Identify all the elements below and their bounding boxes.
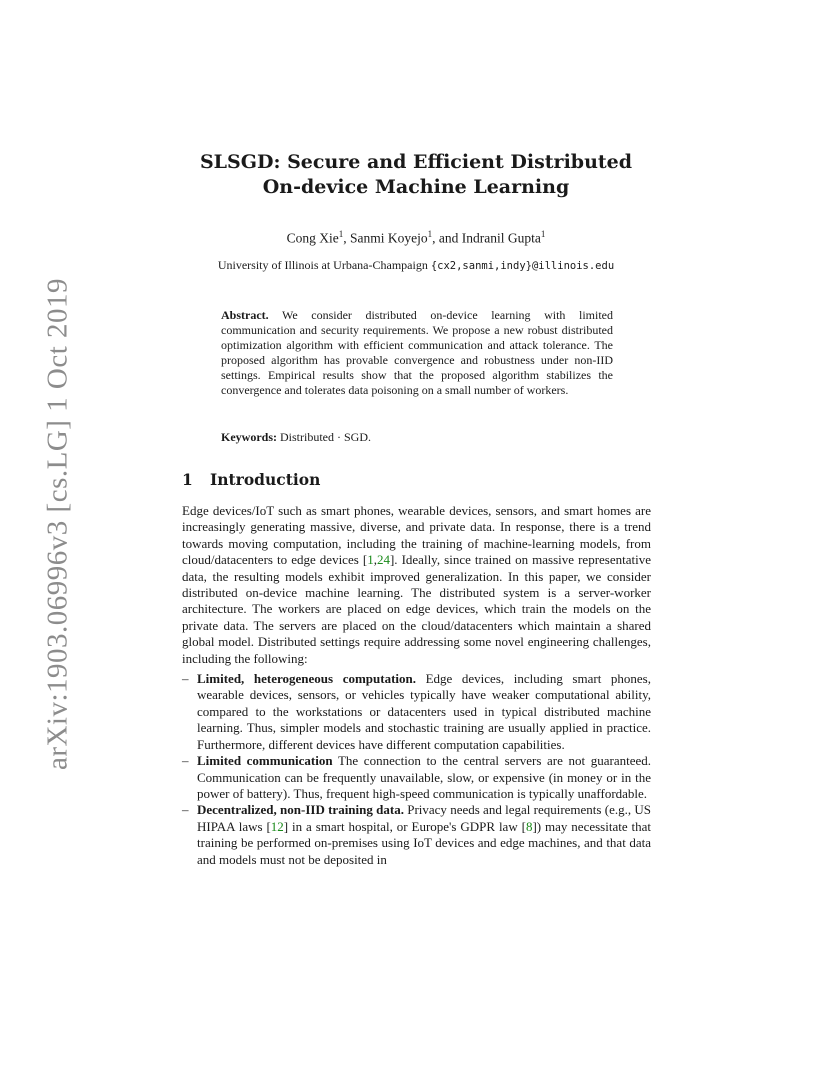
item-heading: Decentralized, non-IID training data. bbox=[197, 802, 404, 818]
paragraph-text: ]. Ideally, since trained on massive representative data, the resulting models exhibit improved generalization. In this paper, we consider distributed on-device machine learning. The distributed system is a server-worker architecture. The workers are placed on edge devices, which train the models on the private data. The servers are placed on the cloud/datacenters which maintain a shared global model. Distributed settings require addressing some novel engineering challenges, including the following: bbox=[182, 552, 651, 666]
abstract-text: We consider distributed on-device learning with limited communication and security requirements. We propose a new robust distributed optimization algorithm with efficient communication and attack tolerance. The proposed algorithm has provable convergence and robustness under non-IID settings. Empirical results show that the proposed algorithm stabilizes the convergence and tolerates data poisoning on a small number of workers. bbox=[221, 308, 613, 397]
author-emails: {cx2,sanmi,indy}@illinois.edu bbox=[430, 260, 615, 272]
item-text: ]) may necessitate that training be performed on-premises using IoT devices and edge machines, and that data and models must not be deposited in bbox=[197, 818, 651, 867]
citation-link[interactable]: 8 bbox=[525, 818, 533, 834]
title-line-1: SLSGD: Secure and Efficient Distributed bbox=[199, 151, 633, 173]
author-name: Indranil Gupta bbox=[461, 230, 541, 246]
keywords bbox=[221, 430, 613, 445]
section-heading bbox=[182, 470, 320, 489]
keywords-label: Keywords: bbox=[221, 430, 277, 444]
abstract-label: Abstract. bbox=[221, 308, 269, 322]
author-separator: , and bbox=[432, 230, 462, 246]
title-line-2: On-device Machine Learning bbox=[262, 176, 570, 198]
item-text: ] in a smart hospital, or Europe's GDPR law [ bbox=[283, 818, 526, 834]
paragraph-text: Edge devices/IoT such as smart phones, wearable devices, sensors, and smart homes are increasingly generating massive, diverse, and private data. In response, there is a trend towards moving computation, including the training of machine-learning models, from cloud/datacenters to edge devices [ bbox=[182, 503, 651, 568]
list-item bbox=[182, 753, 651, 802]
citation-link[interactable]: 12 bbox=[270, 818, 284, 834]
author-name: Cong Xie bbox=[286, 230, 339, 246]
list-dash: – bbox=[182, 753, 189, 769]
list-dash: – bbox=[182, 802, 189, 818]
item-text: The connection to the central servers are not guaranteed. Communication can be frequently unavailable, slow, or expensive (in money or in the power of battery). Thus, frequent high-speed communication is typically unaffordable. bbox=[197, 753, 652, 801]
author-affiliation-mark: 1 bbox=[540, 229, 546, 239]
item-heading: Limited, heterogeneous computation. bbox=[197, 671, 416, 687]
section-number: 1 bbox=[182, 470, 193, 489]
author-affiliation-mark: 1 bbox=[427, 229, 433, 239]
intro-paragraph bbox=[182, 503, 651, 667]
affiliation bbox=[120, 258, 712, 273]
citation-link[interactable]: 1 bbox=[367, 552, 374, 568]
list-item bbox=[182, 802, 651, 868]
author-separator: , bbox=[343, 230, 350, 246]
author-list bbox=[150, 229, 682, 247]
item-text: Edge devices, including smart phones, wearable devices, sensors, or vehicles typically have weaker computational ability, compared to the workstations or datacenters used in typical distributed machine learning. Thus, simpler models and stochastic training are usually applied in practice. Furthermore, different devices have different computation capabilities. bbox=[197, 671, 651, 752]
citation-link[interactable]: 24 bbox=[376, 552, 390, 568]
affiliation-text: University of Illinois at Urbana-Champaign bbox=[217, 258, 431, 272]
item-text: Privacy needs and legal requirements (e.g., US HIPAA laws [ bbox=[197, 802, 651, 834]
author-name: Sanmi Koyejo bbox=[350, 230, 428, 246]
citation-separator: , bbox=[373, 552, 377, 568]
author-affiliation-mark: 1 bbox=[338, 229, 344, 239]
section-title: Introduction bbox=[210, 470, 321, 489]
paper-title bbox=[150, 150, 682, 200]
item-heading: Limited communication bbox=[197, 753, 333, 769]
list-dash: – bbox=[182, 671, 189, 687]
keywords-text: Distributed · SGD. bbox=[277, 430, 371, 444]
list-item bbox=[182, 671, 651, 753]
section-body bbox=[182, 503, 651, 868]
challenge-list bbox=[182, 671, 651, 868]
abstract bbox=[221, 308, 613, 398]
arxiv-identifier: arXiv:1903.06996v3 [cs.LG] 1 Oct 2019 bbox=[41, 277, 74, 771]
